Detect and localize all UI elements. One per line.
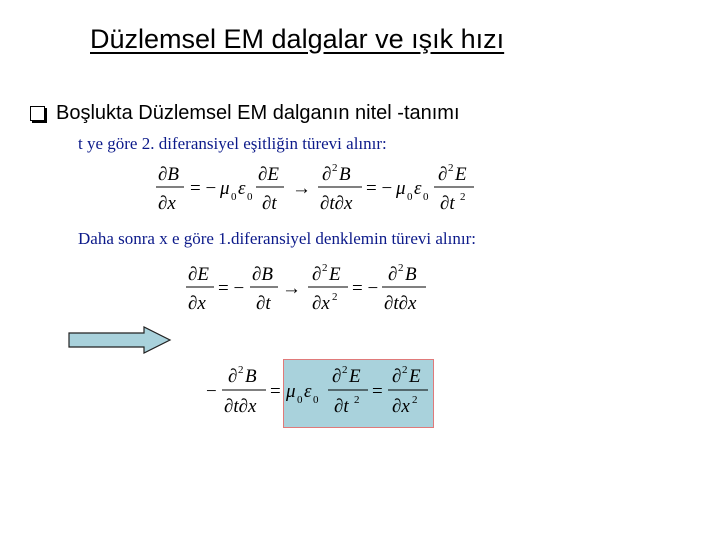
eq3-frac2-den-a: ∂t: [334, 396, 349, 417]
eq3-frac3-num-sup: 2: [402, 364, 408, 376]
eq1-mu: μ: [220, 178, 230, 199]
eq3-frac3-den-sup: 2: [412, 394, 418, 406]
eq1-frac3-num-a: ∂: [322, 164, 332, 185]
slide-title: Düzlemsel EM dalgalar ve ışık hızı: [90, 24, 505, 54]
eq1-eps2: ε: [414, 178, 422, 199]
eq2-frac1-den: ∂x: [188, 293, 206, 314]
eq3-frac3-num-a: ∂: [392, 366, 402, 387]
eq3-frac1-num-sup: 2: [238, 364, 244, 376]
eq2-frac3-den-a: ∂x: [312, 293, 330, 314]
eq2-frac3-num-b: E: [329, 264, 341, 285]
eq3-minus: −: [206, 381, 217, 402]
eq1-frac1-num: ∂B: [158, 164, 179, 185]
eq2-frac2-num: ∂B: [252, 264, 273, 285]
bullet-text: Boşlukta Düzlemsel EM dalganın nitel -tanımı: [56, 102, 460, 124]
eq1-mu-sub: 0: [231, 191, 237, 203]
eq1-frac4-den-sup: 2: [460, 191, 466, 203]
eq3-frac2-num-b: E: [349, 366, 361, 387]
eq1-arrow: →: [292, 178, 311, 199]
eq2-frac3-num-a: ∂: [312, 264, 322, 285]
eq1-frac4-num-b: E: [455, 164, 467, 185]
equation-3: [200, 360, 440, 420]
eq3-eps: ε: [304, 381, 312, 402]
equation-2: [180, 258, 440, 316]
equation-1: [150, 158, 490, 216]
eq1-frac2-den: ∂t: [262, 193, 277, 214]
eq3-frac2-num-a: ∂: [332, 366, 342, 387]
eq3-frac2-den-sup: 2: [354, 394, 360, 406]
eq3-frac3-num-b: E: [409, 366, 421, 387]
bullet-item: [30, 102, 460, 125]
eq2-frac2-den: ∂t: [256, 293, 271, 314]
eq1-mu2: μ: [396, 178, 406, 199]
eq1-frac3-den: ∂t∂x: [320, 193, 353, 214]
eq2-frac4-num-a: ∂: [388, 264, 398, 285]
eq1-eps: ε: [238, 178, 246, 199]
eq1-frac3-num-sup: 2: [332, 162, 338, 174]
eq1-frac4-num-a: ∂: [438, 164, 448, 185]
eq2-frac4-num-sup: 2: [398, 262, 404, 274]
eq3-mu: μ: [286, 381, 296, 402]
eq1-frac3-num-b: B: [339, 164, 351, 185]
right-arrow-icon: [68, 326, 172, 354]
eq2-frac3-num-sup: 2: [322, 262, 328, 274]
eq2-op1: = −: [218, 278, 245, 299]
instruction-text-2: Daha sonra x e göre 1.diferansiyel denklemin türevi alınır:: [78, 229, 476, 248]
eq3-op1: =: [270, 381, 281, 402]
eq1-mu2-sub: 0: [407, 191, 413, 203]
eq3-frac1-den: ∂t∂x: [224, 396, 257, 417]
eq1-frac2-num: ∂E: [258, 164, 279, 185]
eq1-op2: = −: [366, 178, 393, 199]
eq1-frac1-den: ∂x: [158, 193, 176, 214]
eq3-frac1-num-b: B: [245, 366, 257, 387]
instruction-text-1: t ye göre 2. diferansiyel eşitliğin türevi alınır:: [78, 134, 387, 153]
eq2-frac4-den: ∂t∂x: [384, 293, 417, 314]
eq1-op1: = −: [190, 178, 217, 199]
eq3-frac3-den-a: ∂x: [392, 396, 410, 417]
eq2-frac3-den-sup: 2: [332, 291, 338, 303]
eq3-mu-sub: 0: [297, 394, 303, 406]
eq2-op2: = −: [352, 278, 379, 299]
eq2-arrow: →: [282, 278, 301, 299]
eq2-frac1-num: ∂E: [188, 264, 209, 285]
eq1-eps2-sub: 0: [423, 191, 429, 203]
eq1-eps-sub: 0: [247, 191, 253, 203]
checkbox-bullet-icon: [30, 106, 45, 121]
eq3-frac1-num-a: ∂: [228, 366, 238, 387]
eq1-frac4-num-sup: 2: [448, 162, 454, 174]
eq1-frac4-den-a: ∂t: [440, 193, 455, 214]
eq3-frac2-num-sup: 2: [342, 364, 348, 376]
eq3-op2: =: [372, 381, 383, 402]
eq2-frac4-num-b: B: [405, 264, 417, 285]
eq3-eps-sub: 0: [313, 394, 319, 406]
